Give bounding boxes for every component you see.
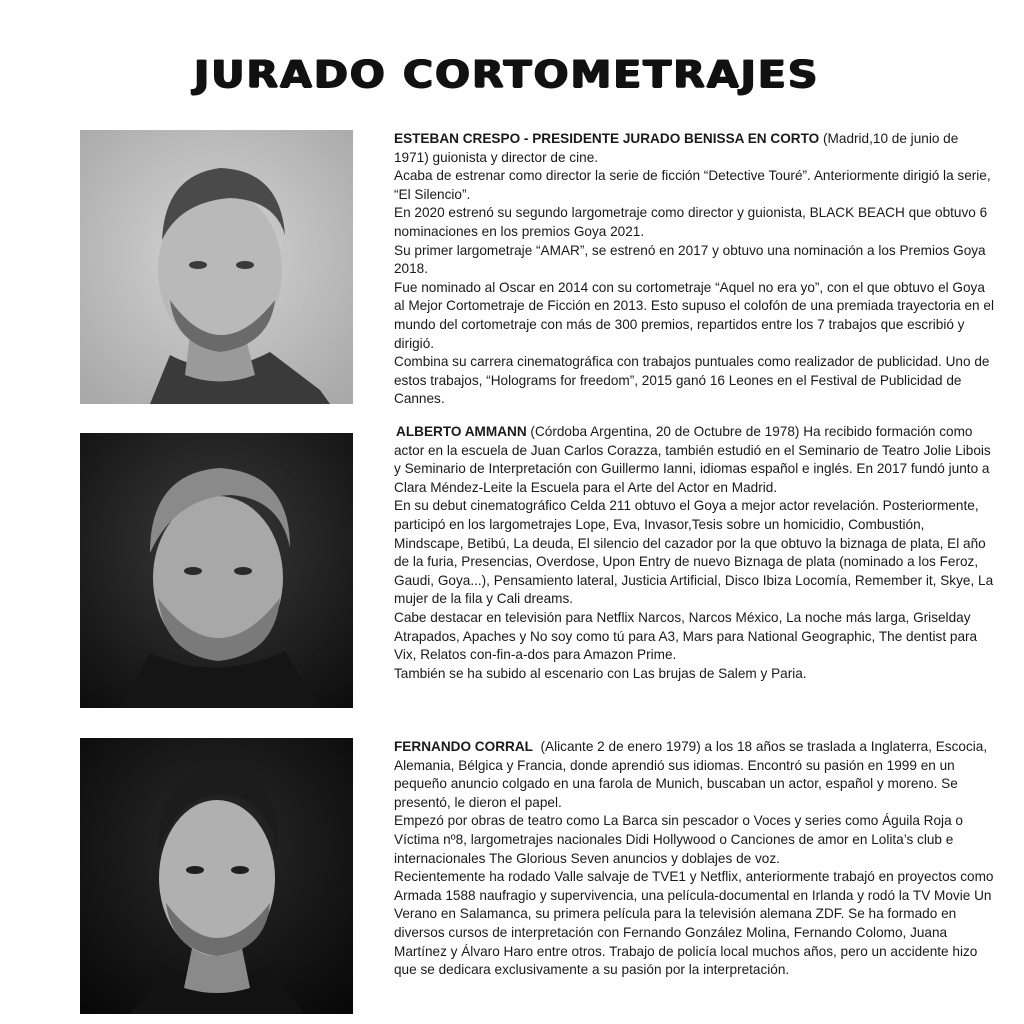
bio-paragraph: Su primer largometraje “AMAR”, se estrenó en 2017 y obtuvo una nominación a los Premios Goya 2018. — [394, 242, 986, 277]
juror-name: ALBERTO AMMANN — [396, 424, 527, 439]
bio-paragraph: En su debut cinematográfico Celda 211 obtuvo el Goya a mejor actor revelación. Posteriormente, participó en los largometrajes Lope, Eva, Invasor,Tesis sobre un homicidio, Combustión, Mindscape, Betibú, La deuda, El silencio del cazador por la que obtuvo la biznaga de plata, El año de la furia, Presencias, Overdose, Upon Entry de nuevo Biznaga de plata (nominado a los Feroz, Gaudi, Goya...), Pensamiento lateral, Justicia Artificial, Disco Ibiza Locomía, Remember it, Skye, La mujer de la fila y Cali dreams. — [394, 498, 994, 607]
juror-intro: (Córdoba Argentina, 20 de Octubre de 1978) Ha recibido formación como actor en la escuela de Juan Carlos Corazza, también estudió en el Seminario de Teatro Jolie Libois y Seminario de Interpretación con Guillermo Ianni, idiomas español e inglés. En 2017 fundó junto a Clara Méndez-Leite la Escuela para el Arte del Actor en Madrid. — [394, 424, 991, 495]
portrait-photo-icon — [80, 738, 353, 1014]
bio-paragraph: En 2020 estrenó su segundo largometraje como director y guionista, BLACK BEACH que obtuvo 6 nominaciones en los premios Goya 2021. — [394, 205, 988, 239]
juror-bio-fernando-corral — [394, 738, 994, 980]
juror-intro: (Madrid,10 de junio de 1971) guionista y director de cine. — [394, 131, 959, 165]
juror-photo-fernando-corral — [80, 738, 353, 1014]
bio-paragraph: Empezó por obras de teatro como La Barca sin pescador o Voces y series como Águila Roja o Víctima nº8, largometrajes nacionales Didi Hollywood o Canciones de amor en Lolita’s club e internacionales The Glorious Seven anuncios y doblajes de voz. — [394, 813, 963, 866]
juror-name: ESTEBAN CRESPO - PRESIDENTE JURADO BENISSA EN CORTO — [394, 131, 820, 146]
bio-paragraph: También se ha subido al escenario con Las brujas de Salem y Paria. — [394, 665, 807, 681]
bio-paragraph: Cabe destacar en televisión para Netflix Narcos, Narcos México, La noche más larga, Griselday Atrapados, Apaches y No soy como tú para A3, Mars para National Geographic, The dentist para Vix, Relatos con-fin-a-dos para Amazon Prime. — [394, 609, 978, 663]
bio-paragraph: Recientemente ha rodado Valle salvaje de TVE1 y Netflix, anteriormente trabajó en proyectos como Armada 1588 naufragio y supervivencia, una película-documental en Irlanda y rodó la TV Movie Un Verano en Salamanca, su primera película para la televisión alemana ZDF. Se ha formado en diversos cursos de interpretación con Fernando González Molina, Fernando Colomo, Juana Martínez y Álvaro Haro entre otros. Trabajo de policía local muchos años, pero un accidente hizo que se dedicara exclusivamente a su pasión por la interpretación. — [394, 869, 994, 978]
bio-paragraph: Combina su carrera cinematográfica con trabajos puntuales como realizador de publicidad. Uno de estos trabajos, “Holograms for freedom”, 2015 ganó 16 Leones en el Festival de Publicidad de Cannes. — [394, 354, 990, 407]
juror-photo-alberto-ammann — [80, 433, 353, 708]
page-title: JURADO CORTOMETRAJES — [194, 51, 820, 97]
juror-intro: (Alicante 2 de enero 1979) a los 18 años se traslada a Inglaterra, Escocia, Alemania, Bélgica y Francia, donde aprendió sus idiomas. Encontró su pasión en 1999 en un pequeño anuncio colgado en una farola de Munich, buscaban un actor, español y moreno. Se presentó, le dieron el papel. — [394, 739, 991, 810]
juror-bio-esteban-crespo — [394, 130, 994, 409]
portrait-photo-icon — [80, 130, 353, 404]
juror-photo-esteban-crespo — [80, 130, 353, 404]
bio-paragraph: Acaba de estrenar como director la serie de ficción “Detective Touré”. Anteriormente dirigió la serie, “El Silencio”. — [394, 168, 991, 202]
juror-bio-alberto-ammann — [394, 423, 994, 683]
portrait-photo-icon — [80, 433, 353, 708]
juror-name: FERNANDO CORRAL — [394, 739, 533, 754]
bio-paragraph: Fue nominado al Oscar en 2014 con su cortometraje “Aquel no era yo”, con el que obtuvo el Goya al Mejor Cortometraje de Ficción en 2013. Esto supuso el colofón de una premiada trayectoria en el mundo del cortometraje con más de 300 premios, repartidos entre los 7 trabajos que escribió y dirigió. — [394, 279, 994, 351]
